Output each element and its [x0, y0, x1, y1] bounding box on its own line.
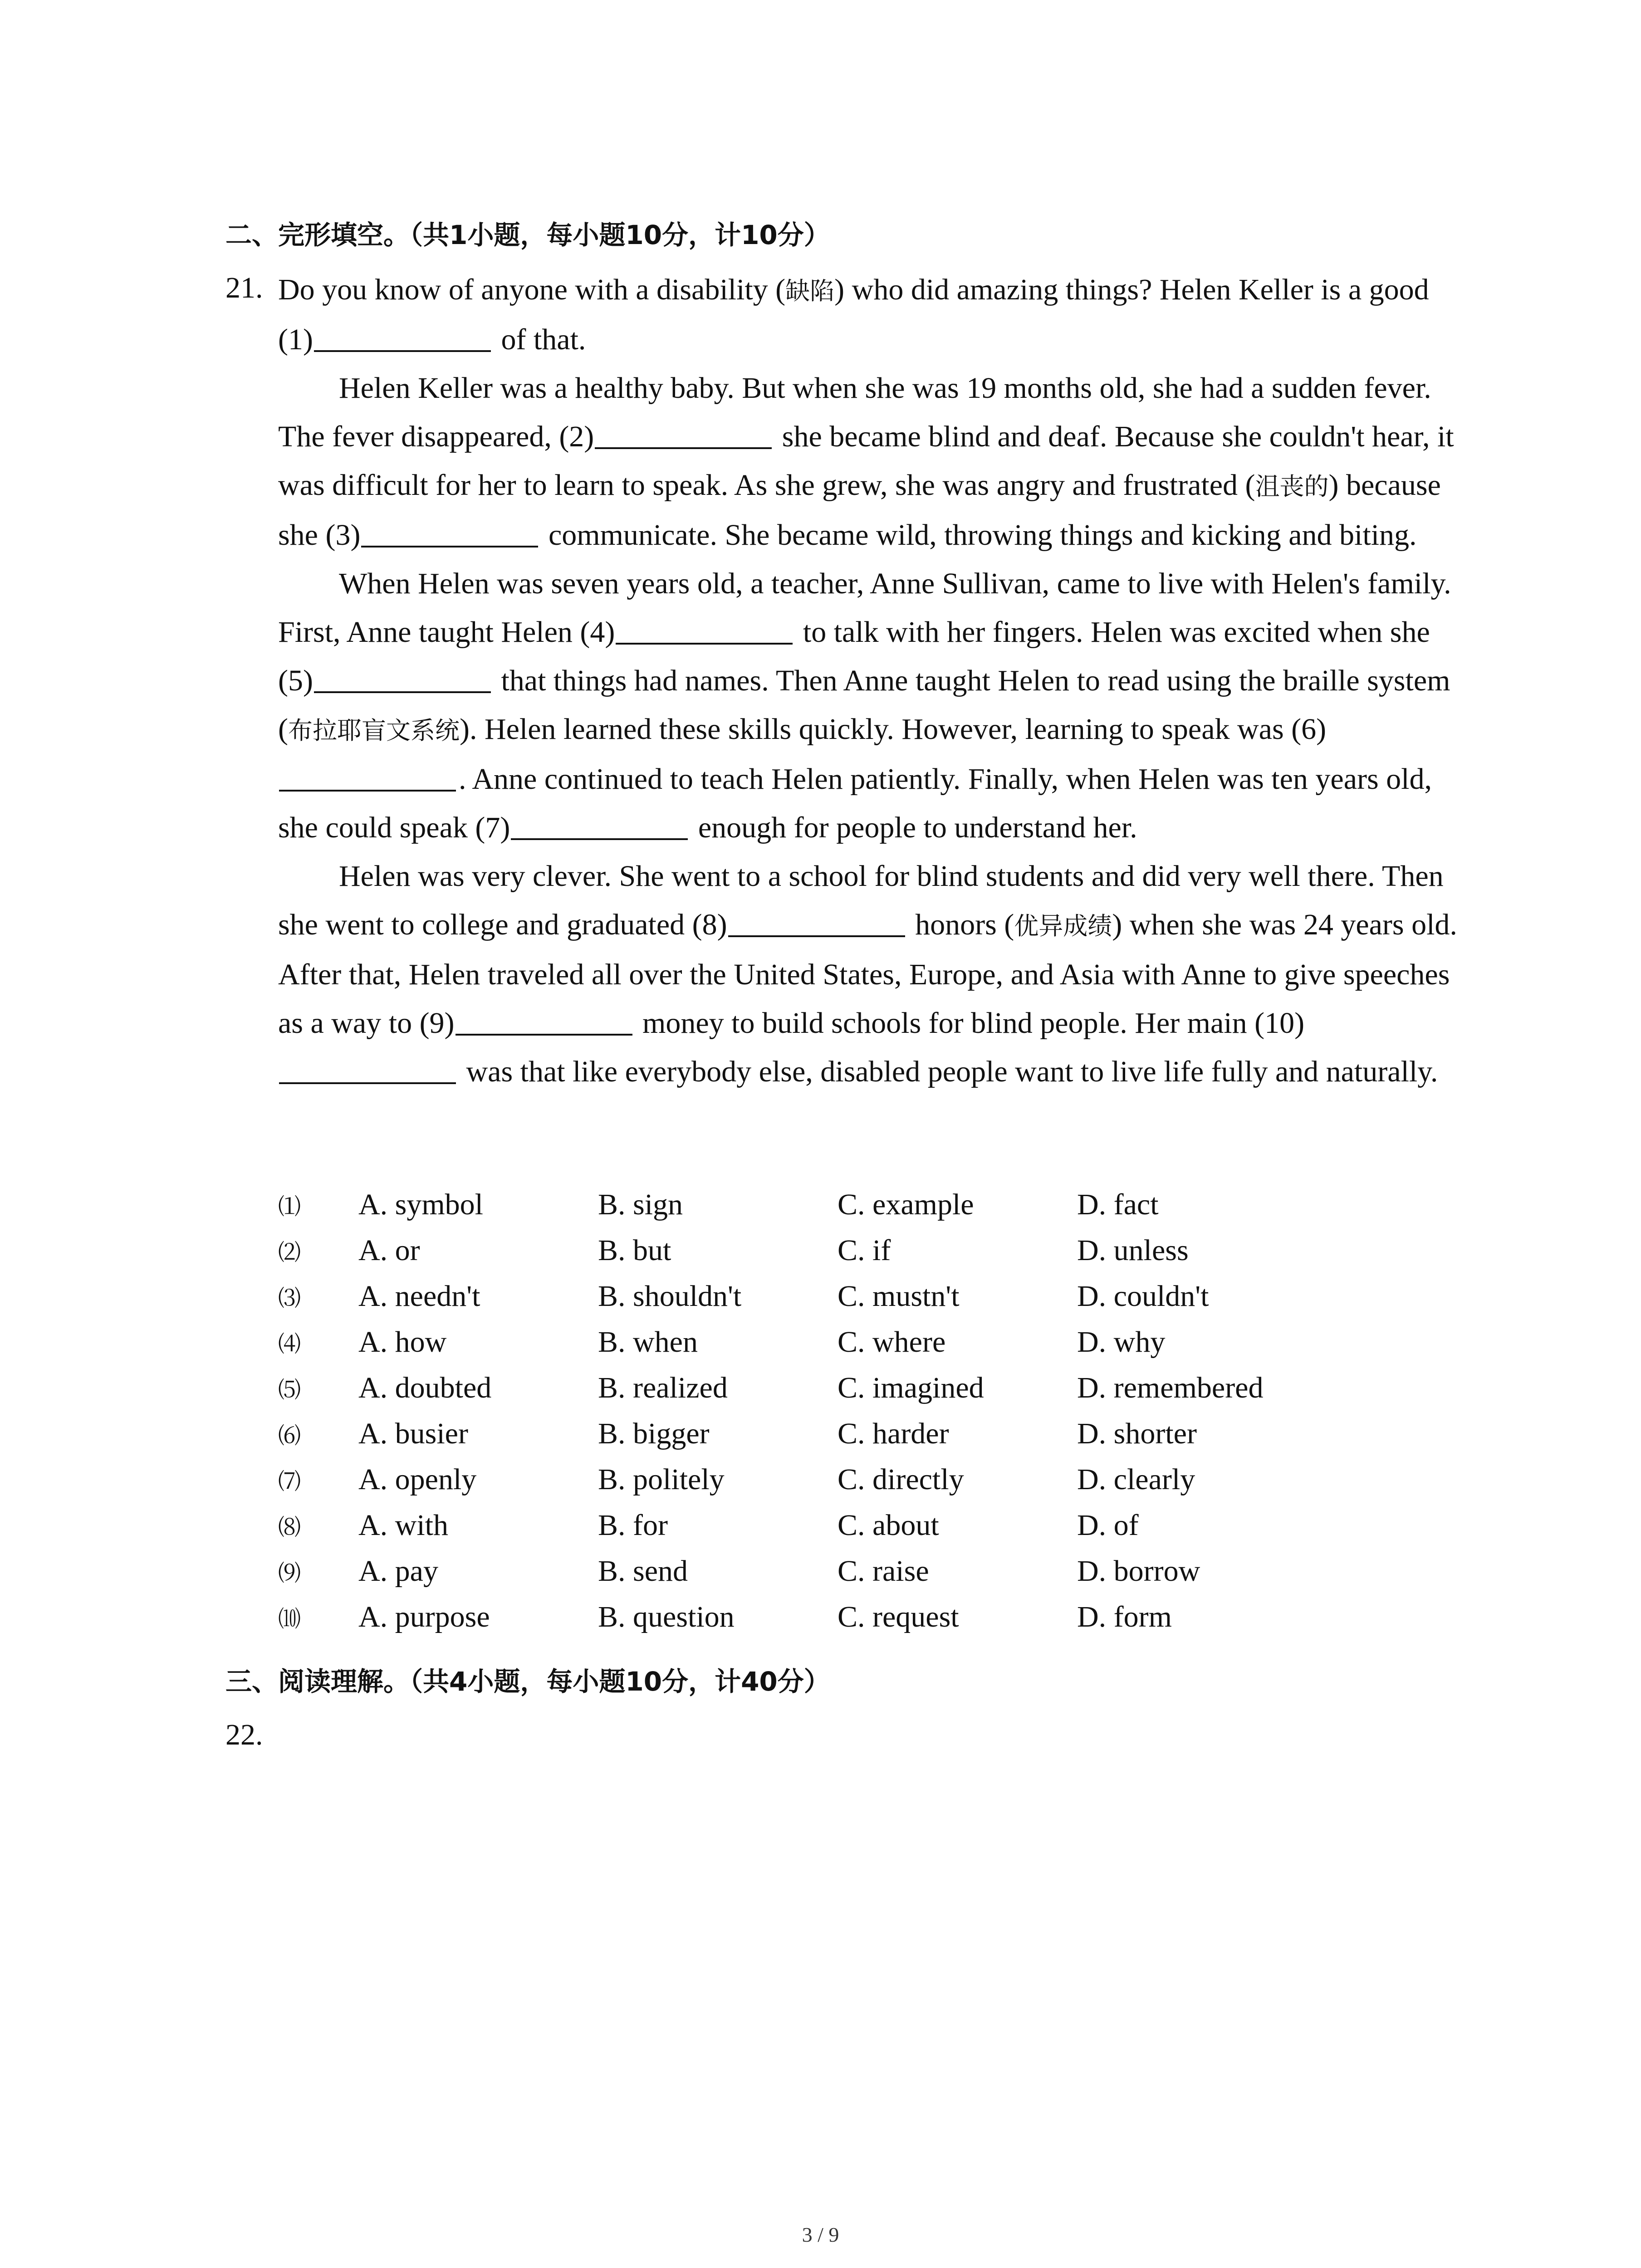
option-c[interactable]: C. directly	[838, 1462, 964, 1496]
option-c[interactable]: C. example	[838, 1188, 974, 1221]
passage-text: . Anne continued to teach Helen patiently. Finally, when Helen was ten years old, she could speak (7)	[278, 763, 1432, 844]
answer-blank[interactable]	[616, 616, 793, 645]
passage-text: she became blind and deaf. Because she couldn't hear, it was difficult for her to learn to speak. As she grew, she was angry and frustrated (	[278, 420, 1454, 502]
option-d[interactable]: D. clearly	[1077, 1462, 1195, 1496]
option-index: ⑹	[278, 1422, 301, 1449]
passage-text: Helen was very clever. She went to a school for blind students and did very well there. Then she went to college and graduated (8)	[278, 860, 1444, 941]
option-row	[278, 1457, 1503, 1502]
option-b[interactable]: B. sign	[598, 1188, 683, 1221]
option-index: ⑴	[278, 1193, 301, 1220]
option-index: ⑺	[278, 1468, 301, 1495]
option-b[interactable]: B. send	[598, 1554, 688, 1588]
options-table	[278, 1182, 1503, 1640]
passage-text: When Helen was seven years old, a teacher, Anne Sullivan, came to live with Helen's family. First, Anne taught Helen (4)	[278, 567, 1451, 649]
option-d[interactable]: D. form	[1077, 1600, 1172, 1633]
passage-paragraph	[278, 852, 1458, 1096]
passage-text: was that like everybody else, disabled people want to live life fully and naturally.	[459, 1055, 1438, 1088]
option-c[interactable]: C. harder	[838, 1417, 949, 1450]
option-row	[278, 1182, 1503, 1227]
option-d[interactable]: D. unless	[1077, 1233, 1189, 1267]
answer-blank[interactable]	[595, 420, 772, 449]
option-index: ⑷	[278, 1330, 301, 1357]
cloze-passage	[278, 265, 1458, 1096]
option-row	[278, 1411, 1503, 1457]
passage-text: ). Helen learned these skills quickly. However, learning to speak was (6)	[459, 713, 1327, 746]
option-a[interactable]: A. with	[358, 1508, 448, 1542]
option-c[interactable]: C. request	[838, 1600, 959, 1633]
option-d[interactable]: D. why	[1077, 1325, 1166, 1359]
answer-blank[interactable]	[279, 1055, 456, 1084]
answer-blank[interactable]	[361, 518, 538, 547]
option-index: ⑼	[278, 1559, 301, 1586]
answer-blank[interactable]	[279, 763, 456, 792]
chinese-gloss: 优异成绩	[1014, 912, 1112, 940]
passage-text: ) who did amazing things? Helen Keller is a good (1)	[278, 273, 1429, 356]
option-index: ⑻	[278, 1514, 301, 1540]
option-row	[278, 1594, 1503, 1640]
section-heading-reading: 三、阅读理解。（共4小题，每小题10分，计40分）	[225, 1666, 830, 1697]
option-row	[278, 1273, 1503, 1319]
answer-blank[interactable]	[314, 664, 491, 693]
passage-text: that things had names. Then Anne taught Helen to read using the braille system (	[278, 664, 1450, 746]
passage-text: money to build schools for blind people. Her main (10)	[635, 1007, 1305, 1040]
option-a[interactable]: A. pay	[358, 1554, 438, 1588]
passage-text: to talk with her fingers. Helen was excited when she (5)	[278, 616, 1430, 697]
question-number: 21.	[225, 271, 263, 304]
page-number: 3 / 9	[802, 2223, 839, 2246]
option-b[interactable]: B. for	[598, 1508, 668, 1542]
answer-blank[interactable]	[728, 908, 905, 937]
passage-text: of that.	[493, 323, 586, 356]
passage-text: Helen Keller was a healthy baby. But when she was 19 months old, she had a sudden fever. The fever disappeared, (2)	[278, 371, 1431, 453]
option-row	[278, 1365, 1503, 1411]
answer-blank[interactable]	[456, 1007, 632, 1036]
option-b[interactable]: B. when	[598, 1325, 698, 1359]
option-d[interactable]: D. of	[1077, 1508, 1139, 1542]
option-a[interactable]: A. purpose	[358, 1600, 490, 1633]
option-row	[278, 1227, 1503, 1273]
option-c[interactable]: C. where	[838, 1325, 946, 1359]
chinese-gloss: 缺陷	[785, 277, 835, 305]
passage-text: enough for people to understand her.	[691, 811, 1137, 844]
option-index: ⑽	[278, 1605, 301, 1632]
option-index: ⑵	[278, 1239, 301, 1266]
passage-text: ) when she was 24 years old. After that, Helen traveled all over the United States, Europe, and Asia with Anne to give speeches as a way to (9)	[278, 908, 1457, 1040]
passage-paragraph	[278, 265, 1458, 364]
option-b[interactable]: B. question	[598, 1600, 735, 1633]
passage-text: communicate. She became wild, throwing things and kicking and biting.	[541, 518, 1417, 552]
chinese-gloss: 沮丧的	[1255, 472, 1329, 501]
option-c[interactable]: C. about	[838, 1508, 939, 1542]
option-index: ⑶	[278, 1285, 301, 1311]
option-c[interactable]: C. imagined	[838, 1371, 984, 1404]
passage-paragraph	[278, 364, 1458, 559]
option-a[interactable]: A. openly	[358, 1462, 477, 1496]
option-d[interactable]: D. remembered	[1077, 1371, 1264, 1404]
option-row	[278, 1502, 1503, 1548]
chinese-gloss: 布拉耶盲文系统	[288, 716, 460, 745]
answer-blank[interactable]	[511, 811, 688, 840]
option-b[interactable]: B. shouldn't	[598, 1279, 742, 1313]
passage-text: honors (	[907, 908, 1014, 941]
question-number: 22.	[225, 1718, 263, 1751]
option-b[interactable]: B. politely	[598, 1462, 725, 1496]
option-a[interactable]: A. busier	[358, 1417, 468, 1450]
option-c[interactable]: C. if	[838, 1233, 891, 1267]
option-d[interactable]: D. borrow	[1077, 1554, 1200, 1588]
option-index: ⑸	[278, 1376, 301, 1403]
option-c[interactable]: C. raise	[838, 1554, 929, 1588]
option-a[interactable]: A. symbol	[358, 1188, 484, 1221]
option-a[interactable]: A. how	[358, 1325, 447, 1359]
option-row	[278, 1548, 1503, 1594]
option-a[interactable]: A. or	[358, 1233, 420, 1267]
option-d[interactable]: D. couldn't	[1077, 1279, 1209, 1313]
passage-paragraph	[278, 559, 1458, 852]
option-c[interactable]: C. mustn't	[838, 1279, 960, 1313]
option-d[interactable]: D. fact	[1077, 1188, 1159, 1221]
option-b[interactable]: B. realized	[598, 1371, 728, 1404]
option-b[interactable]: B. bigger	[598, 1417, 710, 1450]
passage-text: ) because she (3)	[278, 469, 1441, 552]
option-d[interactable]: D. shorter	[1077, 1417, 1197, 1450]
passage-text: Do you know of anyone with a disability (	[278, 273, 786, 306]
option-a[interactable]: A. needn't	[358, 1279, 480, 1313]
option-row	[278, 1319, 1503, 1365]
option-a[interactable]: A. doubted	[358, 1371, 492, 1404]
option-b[interactable]: B. but	[598, 1233, 671, 1267]
section-heading-cloze: 二、完形填空。（共1小题，每小题10分，计10分）	[225, 220, 830, 250]
answer-blank[interactable]	[314, 323, 491, 352]
